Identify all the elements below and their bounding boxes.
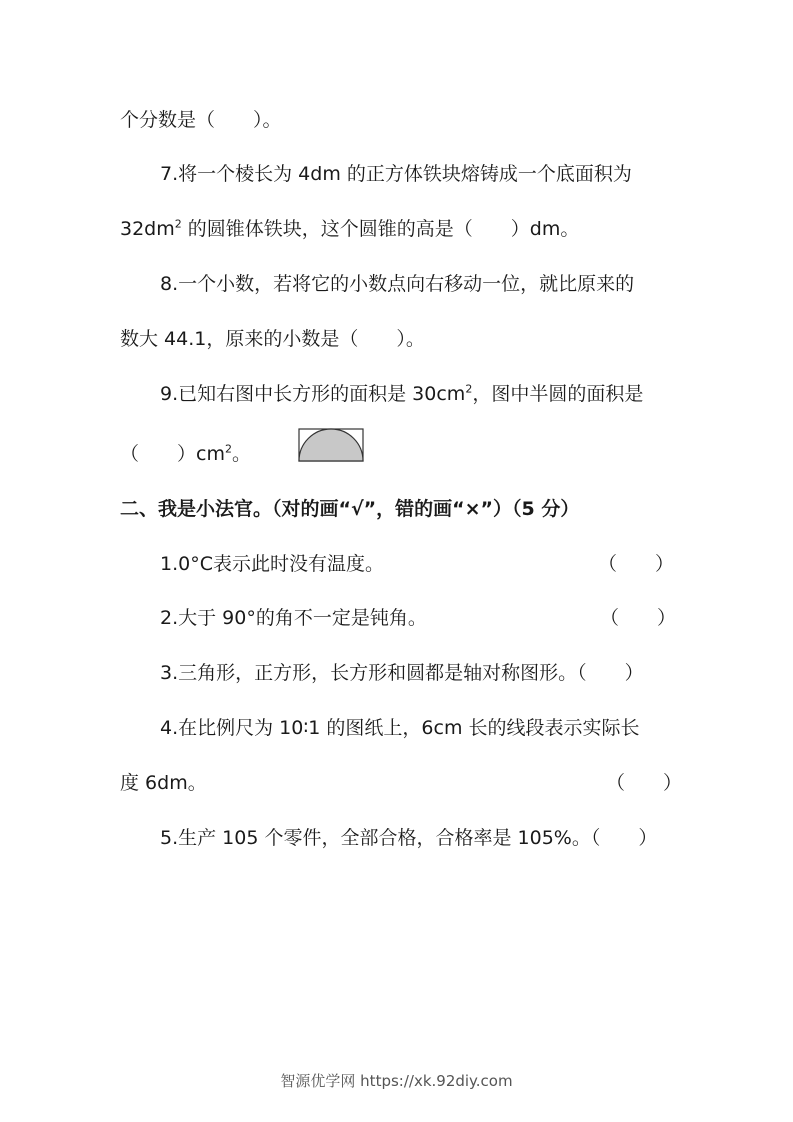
question-8-line-1: 8.一个小数，若将它的小数点向右移动一位，就比原来的 <box>160 273 635 295</box>
answer-blank-1: （ ） <box>598 553 675 575</box>
question-6-continuation: 个分数是（ ）。 <box>120 109 282 131</box>
judgement-item-3: 3.三角形，正方形，长方形和圆都是轴对称图形。（ ） <box>160 662 644 684</box>
question-9-line-2: （ ）$cm^2$。 <box>120 442 251 465</box>
judgement-item-5: 5.生产 105 个零件，全部合格，合格率是 105%。（ ） <box>160 827 658 849</box>
judgement-item-2: 2.大于 90°的角不一定是钝角。 <box>160 607 427 629</box>
answer-blank-2: （ ） <box>600 607 677 629</box>
rectangle-semicircle-figure <box>298 428 366 464</box>
question-8-line-2: 数大 44.1，原来的小数是（ ）。 <box>120 328 425 350</box>
answer-blank-4: （ ） <box>606 772 683 794</box>
judgement-item-1: 1.0°C表示此时没有温度。 <box>160 553 384 575</box>
section-2-heading: 二、我是小法官。（对的画“√”，错的画“×”）（5 分） <box>120 498 580 520</box>
judgement-item-4-line-2: 度 6dm。 <box>120 772 207 794</box>
question-7-line-1: 7.将一个棱长为 4dm 的正方体铁块熔铸成一个底面积为 <box>160 163 632 185</box>
footer-watermark: 智源优学网 https://xk.92diy.com <box>280 1072 513 1090</box>
judgement-item-4-line-1: 4.在比例尺为 10∶1 的图纸上，6cm 长的线段表示实际长 <box>160 717 640 739</box>
figure-semicircle <box>299 429 363 461</box>
question-7-line-2: $32dm^2$ 的圆锥体铁块，这个圆锥的高是（ ）dm。 <box>120 217 580 240</box>
question-9-line-1: 9.已知右图中长方形的面积是 $30cm^2$，图中半圆的面积是 <box>160 382 644 405</box>
